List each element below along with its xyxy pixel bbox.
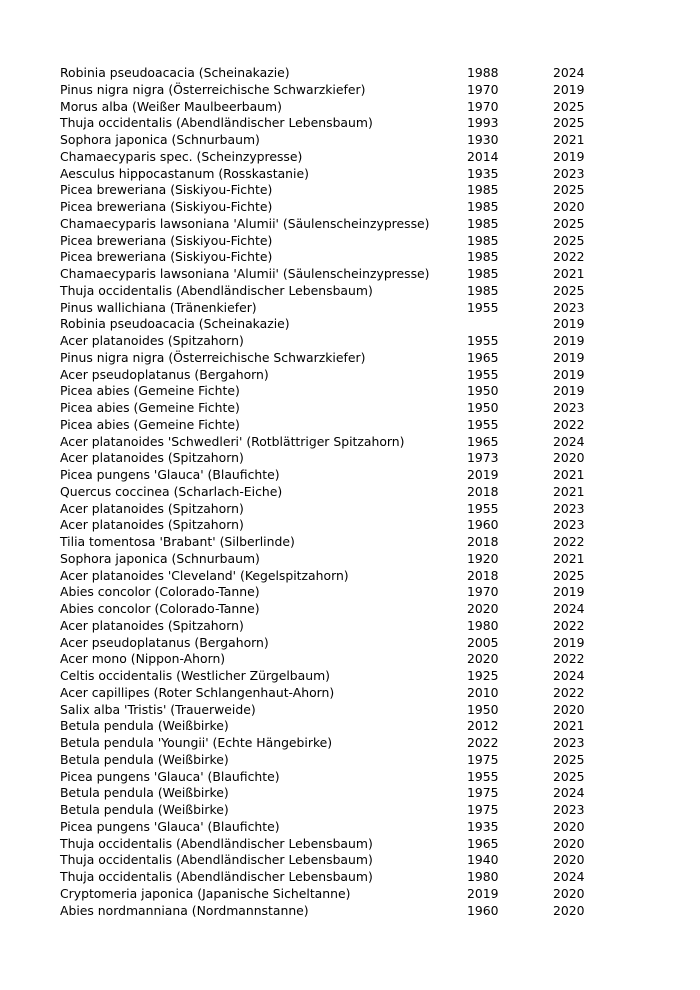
planting-year: 1955 (467, 333, 499, 348)
tree-table (60, 65, 620, 919)
table-row (60, 869, 620, 886)
planting-year: 1985 (467, 282, 499, 298)
record-year: 2021 (553, 266, 585, 281)
planting-year: 1955 (467, 366, 499, 382)
planting-year: 2020 (467, 651, 499, 667)
planting-year: 2010 (467, 684, 499, 700)
record-year: 2020 (553, 902, 585, 918)
record-year: 2023 (553, 517, 585, 533)
tree-name: Acer platanoides (Spitzahorn) (60, 617, 244, 633)
tree-name: Picea pungens 'Glauca' (Blaufichte) (60, 818, 280, 834)
record-year: 2021 (553, 718, 585, 734)
table-row (60, 182, 620, 199)
tree-name: Salix alba 'Tristis' (Trauerweide) (60, 701, 256, 717)
table-row (60, 819, 620, 836)
planting-year: 1970 (467, 81, 499, 97)
planting-year: 1955 (467, 500, 499, 516)
table-row (60, 484, 620, 501)
planting-year: 1930 (467, 132, 499, 147)
planting-year: 1925 (467, 668, 499, 683)
record-year: 2022 (553, 249, 585, 265)
tree-name: Acer platanoides (Spitzahorn) (60, 517, 244, 533)
record-year: 2024 (553, 869, 585, 884)
table-row (60, 199, 620, 216)
planting-year: 1988 (467, 65, 499, 80)
planting-year: 1985 (467, 215, 499, 231)
planting-year: 1975 (467, 751, 499, 767)
tree-name: Robinia pseudoacacia (Scheinakazie) (60, 65, 290, 80)
table-row (60, 836, 620, 853)
table-row (60, 400, 620, 417)
table-row (60, 333, 620, 350)
record-year: 2024 (553, 433, 585, 449)
table-row (60, 718, 620, 735)
table-row (60, 216, 620, 233)
table-row (60, 903, 620, 920)
table-row (60, 233, 620, 250)
planting-year: 1965 (467, 835, 499, 851)
record-year: 2024 (553, 668, 585, 683)
table-row (60, 852, 620, 869)
tree-name: Betula pendula (Weißbirke) (60, 785, 229, 801)
table-row (60, 115, 620, 132)
record-year: 2025 (553, 182, 585, 198)
planting-year: 1985 (467, 182, 499, 198)
tree-name: Thuja occidentalis (Abendländischer Lebensbaum) (60, 852, 373, 868)
planting-year: 2018 (467, 483, 499, 499)
table-row (60, 584, 620, 601)
tree-name: Acer mono (Nippon-Ahorn) (60, 651, 226, 667)
table-row (60, 350, 620, 367)
table-row (60, 685, 620, 702)
record-year: 2025 (553, 768, 585, 784)
planting-year: 1965 (467, 349, 499, 365)
record-year: 2024 (553, 601, 585, 616)
table-row (60, 283, 620, 300)
planting-year: 1960 (467, 902, 499, 918)
tree-name: Betula pendula (Weißbirke) (60, 802, 229, 817)
record-year: 2019 (553, 333, 585, 348)
tree-name: Betula pendula (Weißbirke) (60, 751, 229, 767)
tree-name: Picea breweriana (Siskiyou-Fichte) (60, 199, 273, 214)
table-row (60, 735, 620, 752)
tree-name: Aesculus hippocastanum (Rosskastanie) (60, 165, 309, 181)
tree-name: Thuja occidentalis (Abendländischer Lebensbaum) (60, 835, 373, 851)
planting-year: 1940 (467, 852, 499, 868)
table-row (60, 82, 620, 99)
planting-year: 1985 (467, 266, 499, 281)
tree-name: Abies nordmanniana (Nordmannstanne) (60, 902, 309, 918)
table-row (60, 534, 620, 551)
record-year: 2023 (553, 735, 585, 750)
planting-year: 1935 (467, 818, 499, 834)
record-year: 2023 (553, 500, 585, 516)
tree-name: Picea pungens 'Glauca' (Blaufichte) (60, 467, 280, 482)
tree-name: Chamaecyparis lawsoniana 'Alumii' (Säulenscheinzypresse) (60, 215, 430, 231)
table-row (60, 65, 620, 82)
tree-name: Quercus coccinea (Scharlach-Eiche) (60, 483, 283, 499)
tree-name: Thuja occidentalis (Abendländischer Lebensbaum) (60, 115, 373, 131)
table-row (60, 668, 620, 685)
record-year: 2021 (553, 550, 585, 566)
planting-year: 1965 (467, 433, 499, 449)
table-row (60, 99, 620, 116)
record-year: 2019 (553, 349, 585, 365)
table-row (60, 886, 620, 903)
tree-name: Sophora japonica (Schnurbaum) (60, 550, 260, 566)
planting-year: 1970 (467, 98, 499, 114)
tree-name: Acer platanoides 'Schwedleri' (Rotblättriger Spitzahorn) (60, 433, 405, 449)
planting-year: 2014 (467, 148, 499, 164)
table-row (60, 434, 620, 451)
tree-name: Thuja occidentalis (Abendländischer Lebensbaum) (60, 282, 373, 298)
planting-year: 1993 (467, 115, 499, 131)
tree-name: Acer capillipes (Roter Schlangenhaut-Ahorn) (60, 684, 335, 700)
record-year: 2022 (553, 617, 585, 633)
tree-name: Acer platanoides (Spitzahorn) (60, 500, 244, 516)
tree-name: Tilia tomentosa 'Brabant' (Silberlinde) (60, 534, 295, 549)
record-year: 2023 (553, 165, 585, 181)
planting-year: 1975 (467, 785, 499, 801)
table-row (60, 132, 620, 149)
tree-name: Pinus nigra nigra (Österreichische Schwarzkiefer) (60, 81, 366, 97)
tree-name: Acer pseudoplatanus (Bergahorn) (60, 634, 269, 650)
record-year: 2020 (553, 450, 585, 466)
tree-name: Thuja occidentalis (Abendländischer Lebensbaum) (60, 869, 373, 884)
table-row (60, 417, 620, 434)
table-row (60, 383, 620, 400)
tree-name: Sophora japonica (Schnurbaum) (60, 132, 260, 147)
table-row (60, 450, 620, 467)
table-row (60, 300, 620, 317)
table-row (60, 149, 620, 166)
planting-year: 1955 (467, 768, 499, 784)
tree-name: Acer platanoides (Spitzahorn) (60, 333, 244, 348)
tree-name: Picea breweriana (Siskiyou-Fichte) (60, 232, 273, 248)
table-row (60, 618, 620, 635)
record-year: 2019 (553, 148, 585, 164)
record-year: 2021 (553, 483, 585, 499)
table-row (60, 702, 620, 719)
record-year: 2025 (553, 98, 585, 114)
record-year: 2020 (553, 885, 585, 901)
planting-year: 1975 (467, 802, 499, 817)
tree-name: Cryptomeria japonica (Japanische Sicheltanne) (60, 885, 351, 901)
record-year: 2021 (553, 132, 585, 147)
table-row (60, 635, 620, 652)
record-year: 2024 (553, 785, 585, 801)
record-year: 2022 (553, 651, 585, 667)
planting-year: 1950 (467, 701, 499, 717)
planting-year: 1935 (467, 165, 499, 181)
planting-year: 1985 (467, 232, 499, 248)
tree-name: Chamaecyparis lawsoniana 'Alumii' (Säulenscheinzypresse) (60, 266, 430, 281)
tree-name: Acer platanoides 'Cleveland' (Kegelspitzahorn) (60, 567, 349, 583)
tree-name: Chamaecyparis spec. (Scheinzypresse) (60, 148, 303, 164)
table-row (60, 752, 620, 769)
record-year: 2025 (553, 232, 585, 248)
tree-name: Pinus nigra nigra (Österreichische Schwarzkiefer) (60, 349, 366, 365)
record-year: 2020 (553, 818, 585, 834)
tree-name: Picea breweriana (Siskiyou-Fichte) (60, 249, 273, 265)
record-year: 2024 (553, 65, 585, 80)
table-row (60, 802, 620, 819)
record-year: 2022 (553, 416, 585, 432)
planting-year: 1960 (467, 517, 499, 533)
planting-year: 1970 (467, 584, 499, 600)
planting-year: 1985 (467, 249, 499, 265)
record-year: 2025 (553, 115, 585, 131)
tree-name: Acer pseudoplatanus (Bergahorn) (60, 366, 269, 382)
table-row (60, 785, 620, 802)
record-year: 2019 (553, 634, 585, 650)
tree-name: Pinus wallichiana (Tränenkiefer) (60, 299, 257, 315)
planting-year: 1980 (467, 617, 499, 633)
tree-name: Picea breweriana (Siskiyou-Fichte) (60, 182, 273, 198)
record-year: 2023 (553, 802, 585, 817)
planting-year: 2012 (467, 718, 499, 734)
record-year: 2023 (553, 299, 585, 315)
table-row (60, 316, 620, 333)
record-year: 2019 (553, 366, 585, 382)
tree-name: Betula pendula 'Youngii' (Echte Hängebirke) (60, 735, 333, 750)
record-year: 2025 (553, 215, 585, 231)
planting-year: 2005 (467, 634, 499, 650)
table-row (60, 551, 620, 568)
record-year: 2025 (553, 567, 585, 583)
record-year: 2022 (553, 534, 585, 549)
record-year: 2020 (553, 835, 585, 851)
planting-year: 1973 (467, 450, 499, 466)
tree-name: Picea abies (Gemeine Fichte) (60, 383, 240, 399)
record-year: 2025 (553, 282, 585, 298)
planting-year: 1980 (467, 869, 499, 884)
tree-name: Abies concolor (Colorado-Tanne) (60, 584, 260, 600)
planting-year: 1950 (467, 400, 499, 415)
record-year: 2019 (553, 383, 585, 399)
record-year: 2020 (553, 852, 585, 868)
planting-year: 2019 (467, 467, 499, 482)
record-year: 2020 (553, 199, 585, 214)
table-row (60, 266, 620, 283)
tree-name: Abies concolor (Colorado-Tanne) (60, 601, 260, 616)
tree-name: Celtis occidentalis (Westlicher Zürgelbaum) (60, 668, 330, 683)
table-row (60, 249, 620, 266)
planting-year: 1985 (467, 199, 499, 214)
table-row (60, 517, 620, 534)
tree-name: Picea abies (Gemeine Fichte) (60, 416, 240, 432)
record-year: 2021 (553, 467, 585, 482)
record-year: 2020 (553, 701, 585, 717)
planting-year: 1950 (467, 383, 499, 399)
tree-name: Acer platanoides (Spitzahorn) (60, 450, 244, 466)
table-row (60, 568, 620, 585)
planting-year: 2018 (467, 534, 499, 549)
tree-name: Betula pendula (Weißbirke) (60, 718, 229, 734)
table-row (60, 467, 620, 484)
planting-year: 2020 (467, 601, 499, 616)
record-year: 2022 (553, 684, 585, 700)
planting-year: 2022 (467, 735, 499, 750)
table-row (60, 166, 620, 183)
tree-name: Robinia pseudoacacia (Scheinakazie) (60, 316, 290, 332)
record-year: 2023 (553, 400, 585, 415)
planting-year: 1920 (467, 550, 499, 566)
record-year: 2019 (553, 316, 585, 332)
record-year: 2019 (553, 81, 585, 97)
tree-name: Picea pungens 'Glauca' (Blaufichte) (60, 768, 280, 784)
planting-year: 2019 (467, 885, 499, 901)
table-row (60, 769, 620, 786)
tree-name: Picea abies (Gemeine Fichte) (60, 400, 240, 415)
record-year: 2025 (553, 751, 585, 767)
table-row (60, 601, 620, 618)
table-row (60, 651, 620, 668)
tree-name: Morus alba (Weißer Maulbeerbaum) (60, 98, 282, 114)
table-row (60, 367, 620, 384)
table-row (60, 501, 620, 518)
planting-year: 1955 (467, 299, 499, 315)
planting-year: 2018 (467, 567, 499, 583)
record-year: 2019 (553, 584, 585, 600)
planting-year: 1955 (467, 416, 499, 432)
